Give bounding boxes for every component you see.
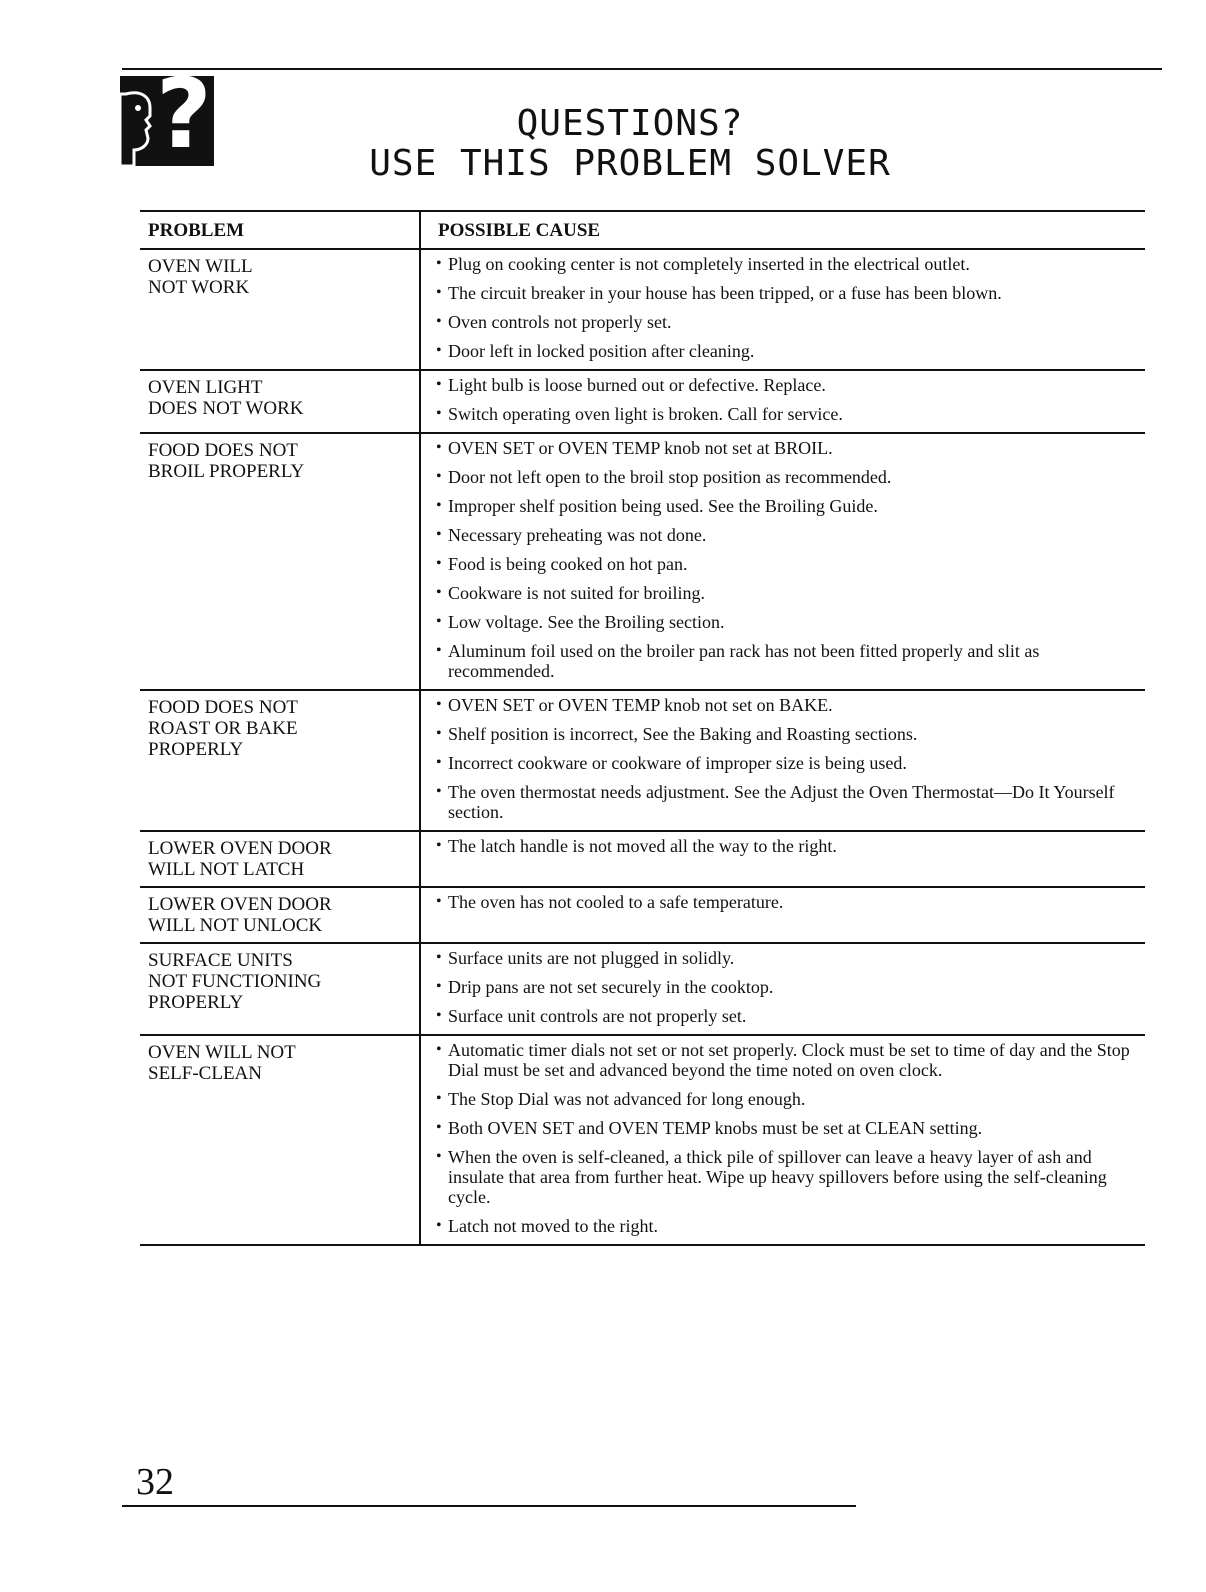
head-profile-icon [120,86,156,166]
table-body [140,250,1145,1246]
cause-item: • Aluminum foil used on the broiler pan rack has not been fitted properly and slit as recommended. [438,641,1135,681]
cause-item: • Both OVEN SET and OVEN TEMP knobs must be set at CLEAN setting. [438,1118,1135,1138]
possible-cause-cell [421,1036,1145,1244]
cause-item: • OVEN SET or OVEN TEMP knob not set on BAKE. [438,695,1135,715]
problem-cell: FOOD DOES NOT ROAST OR BAKE PROPERLY [140,691,421,830]
table-row [140,888,1145,944]
top-rule [122,68,1162,70]
cause-item: • The latch handle is not moved all the way to the right. [438,836,1135,856]
cause-item: • Surface units are not plugged in solidly. [438,948,1135,968]
problem-cell: OVEN WILL NOT SELF-CLEAN [140,1036,421,1244]
cause-item: • The circuit breaker in your house has been tripped, or a fuse has been blown. [438,283,1135,303]
table-row [140,371,1145,434]
cause-item: • Door not left open to the broil stop position as recommended. [438,467,1135,487]
page-title [280,104,980,184]
possible-cause-cell [421,250,1145,369]
possible-cause-cell [421,888,1145,942]
cause-item: • Automatic timer dials not set or not set properly. Clock must be set to time of day and the Stop Dial must be set and advanced beyond the time noted on oven clock. [438,1040,1135,1080]
cause-item: • Necessary preheating was not done. [438,525,1135,545]
cause-item: • Switch operating oven light is broken. Call for service. [438,404,1135,424]
possible-cause-cell [421,434,1145,689]
problem-cell: OVEN WILL NOT WORK [140,250,421,369]
problem-cell: LOWER OVEN DOOR WILL NOT UNLOCK [140,888,421,942]
bottom-rule [122,1505,856,1507]
problem-cell: OVEN LIGHT DOES NOT WORK [140,371,421,432]
cause-item: • Surface unit controls are not properly set. [438,1006,1135,1026]
problem-cell: SURFACE UNITS NOT FUNCTIONING PROPERLY [140,944,421,1034]
title-line-2: USE THIS PROBLEM SOLVER [369,143,891,184]
cause-item: • Plug on cooking center is not completely inserted in the electrical outlet. [438,254,1135,274]
table-row [140,250,1145,371]
cause-item: • Door left in locked position after cleaning. [438,341,1135,361]
cause-item: • The Stop Dial was not advanced for long enough. [438,1089,1135,1109]
possible-cause-cell [421,832,1145,886]
cause-item: • Improper shelf position being used. See the Broiling Guide. [438,496,1135,516]
column-header-problem: PROBLEM [140,212,421,248]
cause-item: • Drip pans are not set securely in the cooktop. [438,977,1135,997]
table-row [140,1036,1145,1246]
cause-item: • Low voltage. See the Broiling section. [438,612,1135,632]
table-row [140,944,1145,1036]
question-mark-glyph: ? [156,76,212,166]
cause-item: • The oven thermostat needs adjustment. See the Adjust the Oven Thermostat—Do It Yourself section. [438,782,1135,822]
possible-cause-cell [421,691,1145,830]
possible-cause-cell [421,944,1145,1034]
cause-item: • Oven controls not properly set. [438,312,1135,332]
page-number: 32 [136,1461,174,1503]
column-header-possible-cause: POSSIBLE CAUSE [438,220,601,241]
title-line-1: QUESTIONS? [516,103,744,144]
problem-solver-table [140,210,1145,1246]
cause-item: • The oven has not cooled to a safe temperature. [438,892,1135,912]
cause-item: • OVEN SET or OVEN TEMP knob not set at BROIL. [438,438,1135,458]
cause-item: • When the oven is self-cleaned, a thick pile of spillover can leave a heavy layer of ash and insulate that area from further heat. Wipe up heavy spillovers before using the self-cleaning cycle. [438,1147,1135,1207]
table-row [140,691,1145,832]
cause-item: • Incorrect cookware or cookware of improper size is being used. [438,753,1135,773]
problem-cell: LOWER OVEN DOOR WILL NOT LATCH [140,832,421,886]
cause-item: • Latch not moved to the right. [438,1216,1135,1236]
cause-item: • Food is being cooked on hot pan. [438,554,1135,574]
problem-cell: FOOD DOES NOT BROIL PROPERLY [140,434,421,689]
question-mark-head-icon [120,76,214,166]
possible-cause-cell [421,371,1145,432]
table-row [140,832,1145,888]
cause-item: • Cookware is not suited for broiling. [438,583,1135,603]
table-row [140,434,1145,691]
table-header-row [140,210,1145,250]
cause-item: • Shelf position is incorrect, See the Baking and Roasting sections. [438,724,1135,744]
cause-item: • Light bulb is loose burned out or defective. Replace. [438,375,1135,395]
